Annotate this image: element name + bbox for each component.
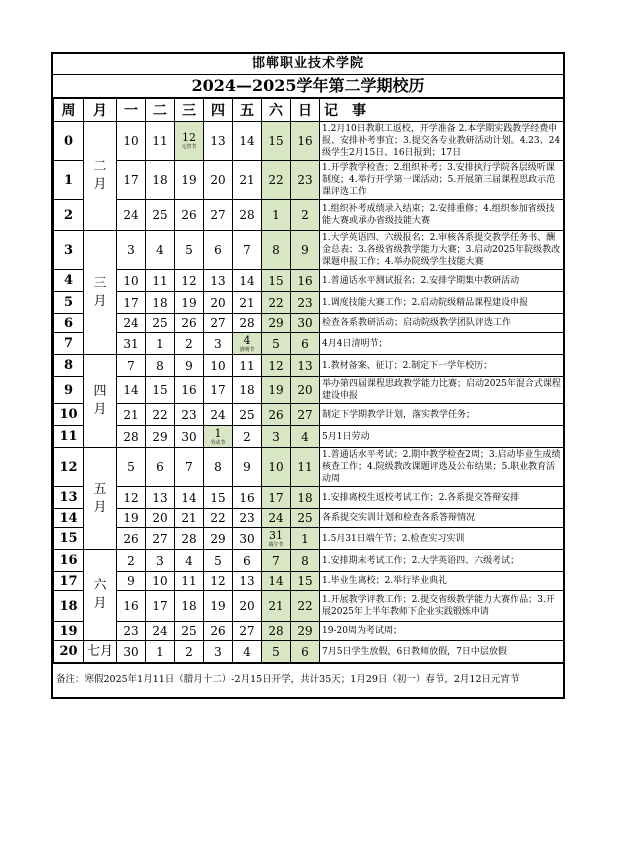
day-cell: 7 [262, 550, 291, 572]
calendar-document [51, 52, 565, 699]
day-cell: 9 [291, 231, 320, 270]
holiday-day-number: 4 [243, 333, 251, 347]
day-cell: 10 [262, 448, 291, 487]
day-cell: 18 [291, 487, 320, 509]
week-row [54, 591, 564, 622]
week-row [54, 292, 564, 314]
day-cell: 22 [262, 161, 291, 200]
week-note: 各系提交实训计划和检查各系答辩情况 [320, 509, 564, 528]
day-cell: 8 [146, 355, 175, 377]
day-cell: 23 [175, 404, 204, 426]
day-cell: 2 [233, 426, 262, 448]
day-cell: 9 [117, 572, 146, 591]
day-cell: 14 [233, 122, 262, 161]
day-cell: 15 [262, 270, 291, 292]
holiday-day-number: 31 [269, 528, 283, 542]
day-cell: 25 [175, 622, 204, 641]
day-cell: 2 [117, 550, 146, 572]
day-cell: 12 [175, 270, 204, 292]
day-cell: 15 [204, 487, 233, 509]
week-row [54, 270, 564, 292]
day-cell: 20 [291, 377, 320, 404]
day-cell: 23 [291, 292, 320, 314]
day-cell: 2 [175, 641, 204, 663]
header-thu: 四 [204, 99, 233, 122]
day-cell: 8 [204, 448, 233, 487]
day-cell: 1 [262, 200, 291, 231]
day-cell: 14 [175, 487, 204, 509]
week-number: 3 [54, 231, 84, 270]
day-cell: 14 [262, 572, 291, 591]
day-cell: 30 [291, 314, 320, 333]
day-cell: 1 [146, 333, 175, 355]
holiday-label: 端午节 [268, 541, 284, 548]
day-cell: 30 [117, 641, 146, 663]
week-row [54, 622, 564, 641]
day-cell: 30 [233, 528, 262, 550]
week-note: 制定下学期教学计划，落实教学任务； [320, 404, 564, 426]
calendar-body [54, 122, 564, 663]
day-cell: 17 [117, 161, 146, 200]
day-cell: 24 [262, 509, 291, 528]
day-cell: 16 [117, 591, 146, 622]
day-cell: 22 [204, 509, 233, 528]
day-cell: 16 [291, 122, 320, 161]
school-name: 邯郸职业技术学院 [53, 54, 563, 75]
day-cell: 11 [146, 270, 175, 292]
day-cell: 26 [175, 314, 204, 333]
week-row [54, 314, 564, 333]
week-note: 7月5日学生放假，6日教师放假，7日中层放假 [320, 641, 564, 663]
week-note: 1.大学英语四、六级报名；2.审核各系提交教学任务书、酬金总表；3.各级省级教学能力大赛；3.启动2025年院级教改课题申报工作；4.举办院级学生技能大赛 [320, 231, 564, 270]
week-row [54, 161, 564, 200]
day-cell: 28 [175, 528, 204, 550]
day-cell: 22 [262, 292, 291, 314]
day-cell: 5 [175, 231, 204, 270]
day-cell: 7 [175, 448, 204, 487]
week-number: 14 [54, 509, 84, 528]
day-cell: 27 [233, 622, 262, 641]
day-cell: 15 [291, 572, 320, 591]
week-number: 15 [54, 528, 84, 550]
week-number: 18 [54, 591, 84, 622]
day-cell: 21 [233, 161, 262, 200]
week-number: 19 [54, 622, 84, 641]
day-cell: 2 [291, 200, 320, 231]
week-note: 1.调度技能大赛工作；2.启动院级精品课程建设申报 [320, 292, 564, 314]
header-mon: 一 [117, 99, 146, 122]
day-cell: 17 [146, 591, 175, 622]
day-cell: 4 [233, 641, 262, 663]
day-cell: 28 [233, 314, 262, 333]
day-cell: 1 [291, 528, 320, 550]
week-row [54, 333, 564, 355]
day-cell: 24 [146, 622, 175, 641]
week-number: 16 [54, 550, 84, 572]
day-cell: 10 [117, 270, 146, 292]
month-label: 五 月 [84, 448, 117, 550]
day-cell: 27 [291, 404, 320, 426]
day-cell: 21 [117, 404, 146, 426]
day-cell [204, 426, 233, 448]
day-cell: 14 [233, 270, 262, 292]
holiday-label: 元宵节 [181, 144, 197, 150]
day-cell: 11 [291, 448, 320, 487]
week-row [54, 509, 564, 528]
day-cell [175, 122, 204, 161]
week-row [54, 377, 564, 404]
month-label: 七月 [84, 641, 117, 663]
day-cell: 6 [204, 231, 233, 270]
header-notes: 记 事 [320, 99, 564, 122]
week-note: 19-20周为考试周； [320, 622, 564, 641]
week-row [54, 641, 564, 663]
week-row [54, 426, 564, 448]
day-cell: 13 [146, 487, 175, 509]
day-cell: 11 [233, 355, 262, 377]
day-cell: 24 [204, 404, 233, 426]
day-cell: 26 [204, 622, 233, 641]
day-cell: 23 [233, 509, 262, 528]
week-row [54, 572, 564, 591]
week-note: 1.开学教学检查；2.组织补考；3.安排执行学院各层级听课制度；4.举行开学第一课活动；5.开展第三届课程思政示范课评选工作 [320, 161, 564, 200]
week-number: 17 [54, 572, 84, 591]
week-row [54, 448, 564, 487]
day-cell: 9 [233, 448, 262, 487]
day-cell: 28 [233, 200, 262, 231]
week-row [54, 528, 564, 550]
header-fri: 五 [233, 99, 262, 122]
day-cell: 18 [146, 161, 175, 200]
week-number: 2 [54, 200, 84, 231]
day-cell: 27 [146, 528, 175, 550]
day-cell: 9 [175, 355, 204, 377]
day-cell: 26 [117, 528, 146, 550]
day-cell: 16 [233, 487, 262, 509]
day-cell: 2 [175, 333, 204, 355]
day-cell: 13 [233, 572, 262, 591]
header-sun: 日 [291, 99, 320, 122]
week-row [54, 404, 564, 426]
week-number: 7 [54, 333, 84, 355]
day-cell: 6 [291, 333, 320, 355]
day-cell: 20 [233, 591, 262, 622]
day-cell: 15 [146, 377, 175, 404]
holiday-day-number: 1 [214, 426, 222, 440]
day-cell: 20 [204, 161, 233, 200]
day-cell: 13 [204, 122, 233, 161]
day-cell: 5 [117, 448, 146, 487]
day-cell: 27 [204, 314, 233, 333]
week-number: 12 [54, 448, 84, 487]
day-cell: 29 [204, 528, 233, 550]
holiday-label: 清明节 [239, 346, 255, 353]
month-label: 六 月 [84, 550, 117, 641]
month-label: 三 月 [84, 231, 117, 355]
day-cell: 19 [117, 509, 146, 528]
day-cell: 3 [146, 550, 175, 572]
day-cell: 24 [117, 200, 146, 231]
day-cell: 20 [146, 509, 175, 528]
day-cell: 8 [291, 550, 320, 572]
day-cell: 29 [146, 426, 175, 448]
day-cell: 23 [291, 161, 320, 200]
week-note: 1.毕业生离校；2.举行毕业典礼 [320, 572, 564, 591]
week-note: 1.组织补考成绩录入结束；2.安排重修；4.组织参加省级技能大赛或承办省级技能大赛 [320, 200, 564, 231]
week-row [54, 200, 564, 231]
day-cell: 16 [175, 377, 204, 404]
day-cell: 25 [291, 509, 320, 528]
day-cell [233, 333, 262, 355]
day-cell: 25 [233, 404, 262, 426]
week-number: 4 [54, 270, 84, 292]
day-cell: 3 [204, 641, 233, 663]
day-cell: 12 [204, 572, 233, 591]
day-cell: 7 [233, 231, 262, 270]
day-cell: 3 [117, 231, 146, 270]
day-cell: 24 [117, 314, 146, 333]
day-cell: 8 [262, 231, 291, 270]
day-cell: 10 [146, 572, 175, 591]
day-cell: 13 [291, 355, 320, 377]
day-cell: 4 [291, 426, 320, 448]
day-cell: 19 [175, 292, 204, 314]
day-cell: 14 [117, 377, 146, 404]
week-note: 1.教材备案、征订；2.制定下一学年校历； [320, 355, 564, 377]
day-cell: 27 [204, 200, 233, 231]
day-cell: 25 [146, 200, 175, 231]
day-cell: 12 [117, 487, 146, 509]
day-cell: 3 [262, 426, 291, 448]
day-cell: 19 [204, 591, 233, 622]
day-cell: 11 [175, 572, 204, 591]
day-cell: 4 [146, 231, 175, 270]
day-cell: 31 [117, 333, 146, 355]
month-label: 四 月 [84, 355, 117, 448]
day-cell: 17 [117, 292, 146, 314]
day-cell: 22 [291, 591, 320, 622]
day-cell: 6 [146, 448, 175, 487]
week-note: 1.5月31日端午节；2.检查实习实训 [320, 528, 564, 550]
week-note: 1.开展教学评教工作；2.提交省级教学能力大赛作品；3.开展2025年上半年教师下企业实践锻炼申请 [320, 591, 564, 622]
day-cell: 23 [117, 622, 146, 641]
day-cell: 12 [262, 355, 291, 377]
week-row [54, 231, 564, 270]
day-cell: 6 [233, 550, 262, 572]
week-note: 1.普通话水平测试报名；2.安排学期集中教研活动 [320, 270, 564, 292]
day-cell: 13 [204, 270, 233, 292]
header-week: 周 [54, 99, 84, 122]
day-cell: 16 [291, 270, 320, 292]
holiday-label: 劳动节 [210, 439, 226, 446]
day-cell: 28 [262, 622, 291, 641]
calendar-table [53, 98, 564, 663]
day-cell: 21 [175, 509, 204, 528]
day-cell: 17 [262, 487, 291, 509]
week-note: 5月1日劳动 [320, 426, 564, 448]
week-number: 8 [54, 355, 84, 377]
day-cell: 19 [262, 377, 291, 404]
week-note: 1.普通话水平考试；2.期中教学检查2周；3.启动毕业生成绩核查工作；4.院级教改课题评选及公布结果；5.职业教育活动周 [320, 448, 564, 487]
day-cell: 18 [146, 292, 175, 314]
day-cell [262, 528, 291, 550]
day-cell: 18 [233, 377, 262, 404]
week-note: 1.安排期末考试工作；2.大学英语四、六级考试； [320, 550, 564, 572]
day-cell: 21 [262, 591, 291, 622]
week-number: 5 [54, 292, 84, 314]
day-cell: 29 [291, 622, 320, 641]
day-cell: 15 [262, 122, 291, 161]
page-title: 2024—2025学年第二学期校历 [53, 75, 563, 98]
day-cell: 22 [146, 404, 175, 426]
footer-note: 备注：寒假2025年1月11日（腊月十二）-2月15日开学，共计35天；1月29日（初一）春节，2月12日元宵节 [53, 663, 563, 697]
day-cell: 7 [117, 355, 146, 377]
day-cell: 4 [175, 550, 204, 572]
day-cell: 1 [146, 641, 175, 663]
week-row [54, 122, 564, 161]
day-cell: 25 [146, 314, 175, 333]
week-row [54, 487, 564, 509]
week-number: 13 [54, 487, 84, 509]
week-row [54, 355, 564, 377]
day-cell: 10 [117, 122, 146, 161]
holiday-day-number: 12 [182, 131, 196, 144]
day-cell: 19 [175, 161, 204, 200]
week-note: 检查各系教研活动；启动院级教学团队评选工作 [320, 314, 564, 333]
day-cell: 17 [204, 377, 233, 404]
week-number: 10 [54, 404, 84, 426]
week-note: 4月4日清明节； [320, 333, 564, 355]
day-cell: 21 [233, 292, 262, 314]
day-cell: 10 [204, 355, 233, 377]
day-cell: 28 [117, 426, 146, 448]
week-note: 举办第四届课程思政教学能力比赛；启动2025年混合式课程建设申报 [320, 377, 564, 404]
month-label: 二 月 [84, 122, 117, 231]
day-cell: 26 [175, 200, 204, 231]
header-wed: 三 [175, 99, 204, 122]
week-number: 9 [54, 377, 84, 404]
day-cell: 6 [291, 641, 320, 663]
header-sat: 六 [262, 99, 291, 122]
day-cell: 3 [204, 333, 233, 355]
header-tue: 二 [146, 99, 175, 122]
day-cell: 5 [262, 333, 291, 355]
day-cell: 18 [175, 591, 204, 622]
day-cell: 20 [204, 292, 233, 314]
day-cell: 5 [262, 641, 291, 663]
day-cell: 30 [175, 426, 204, 448]
day-cell: 26 [262, 404, 291, 426]
week-number: 11 [54, 426, 84, 448]
header-month: 月 [84, 99, 117, 122]
week-number: 6 [54, 314, 84, 333]
day-cell: 5 [204, 550, 233, 572]
day-cell: 11 [146, 122, 175, 161]
week-number: 1 [54, 161, 84, 200]
week-number: 0 [54, 122, 84, 161]
day-cell: 29 [262, 314, 291, 333]
week-number: 20 [54, 641, 84, 663]
header-row [54, 99, 564, 122]
week-note: 1.2月10日教职工返校，开学准备 2.本学期实践教学经费申报、安排补考事宜；3.提交各专业教研活动计划。4.23、24级学生2月15日、16日报到；17日 [320, 122, 564, 161]
week-row [54, 550, 564, 572]
week-note: 1.安排离校生返校考试工作；2.各系提交答辩安排 [320, 487, 564, 509]
